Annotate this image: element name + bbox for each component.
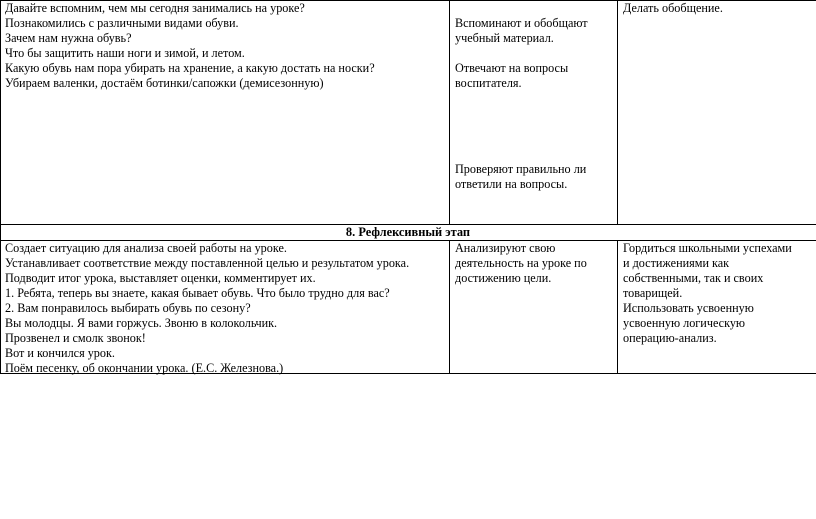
column-divider-1-upper bbox=[449, 0, 450, 225]
result-cell-upper bbox=[623, 1, 723, 16]
column-divider-1-lower bbox=[449, 240, 450, 374]
text-line: и достижениями как bbox=[623, 256, 730, 270]
column-divider-2-upper bbox=[617, 0, 618, 225]
text-line: Подводит итог урока, выставляет оценки, комментирует их. bbox=[5, 271, 316, 285]
result-cell-lower bbox=[623, 241, 792, 346]
text-line: Прозвенел и смолк звонок! bbox=[5, 331, 146, 345]
text-line: Использовать усвоенную bbox=[623, 301, 754, 315]
text-line: Делать обобщение. bbox=[623, 1, 723, 15]
text-line: достижению цели. bbox=[455, 271, 552, 285]
column-divider-2-lower bbox=[617, 240, 618, 374]
text-line: деятельность на уроке по bbox=[455, 256, 587, 270]
text-line: собственными, так и своих bbox=[623, 271, 764, 285]
text-line: Какую обувь нам пора убирать на хранение, а какую достать на носки? bbox=[5, 61, 375, 75]
text-line: операцию-анализ. bbox=[623, 331, 717, 345]
teacher-activity-cell-lower bbox=[5, 241, 409, 376]
student-activity-cell-upper bbox=[455, 16, 588, 91]
text-line: Зачем нам нужна обувь? bbox=[5, 31, 132, 45]
student-activity-cell-upper-check bbox=[455, 162, 586, 192]
left-border bbox=[0, 0, 1, 374]
text-line: Давайте вспомним, чем мы сегодня занимались на уроке? bbox=[5, 1, 305, 15]
section-heading: 8. Рефлексивный этап bbox=[345, 225, 471, 239]
student-activity-cell-lower bbox=[455, 241, 587, 286]
text-line: Что бы защитить наши ноги и зимой, и летом. bbox=[5, 46, 245, 60]
text-line: Проверяют правильно ли bbox=[455, 162, 587, 176]
text-line: 2. Вам понравилось выбирать обувь по сезону? bbox=[5, 301, 251, 315]
text-line: Поём песенку, об окончании урока. (Е.С. Железнова.) bbox=[5, 361, 284, 375]
text-line: 1. Ребята, теперь вы знаете, какая бывает обувь. Что было трудно для вас? bbox=[5, 286, 390, 300]
text-line: Устанавливает соответствие между поставленной целью и результатом урока. bbox=[5, 256, 410, 270]
text-line: Вы молодцы. Я вами горжусь. Звоню в колокольчик. bbox=[5, 316, 278, 330]
text-line: учебный материал. bbox=[455, 31, 554, 45]
text-line: Вспоминают и обобщают bbox=[455, 16, 588, 30]
text-line: усвоенную логическую bbox=[623, 316, 746, 330]
text-line: Отвечают на вопросы bbox=[455, 61, 569, 75]
teacher-activity-cell-upper bbox=[5, 1, 375, 91]
text-line: Вот и кончился урок. bbox=[5, 346, 115, 360]
text-line: ответили на вопросы. bbox=[455, 177, 568, 191]
text-line: воспитателя. bbox=[455, 76, 522, 90]
text-line: Создает ситуацию для анализа своей работы на уроке. bbox=[5, 241, 287, 255]
text-line: Анализируют свою bbox=[455, 241, 556, 255]
text-line: товарищей. bbox=[623, 286, 683, 300]
text-line: Убираем валенки, достаём ботинки/сапожки (демисезонную) bbox=[5, 76, 324, 90]
text-line: Познакомились с различными видами обуви. bbox=[5, 16, 239, 30]
text-line: Гордиться школьными успехами bbox=[623, 241, 792, 255]
